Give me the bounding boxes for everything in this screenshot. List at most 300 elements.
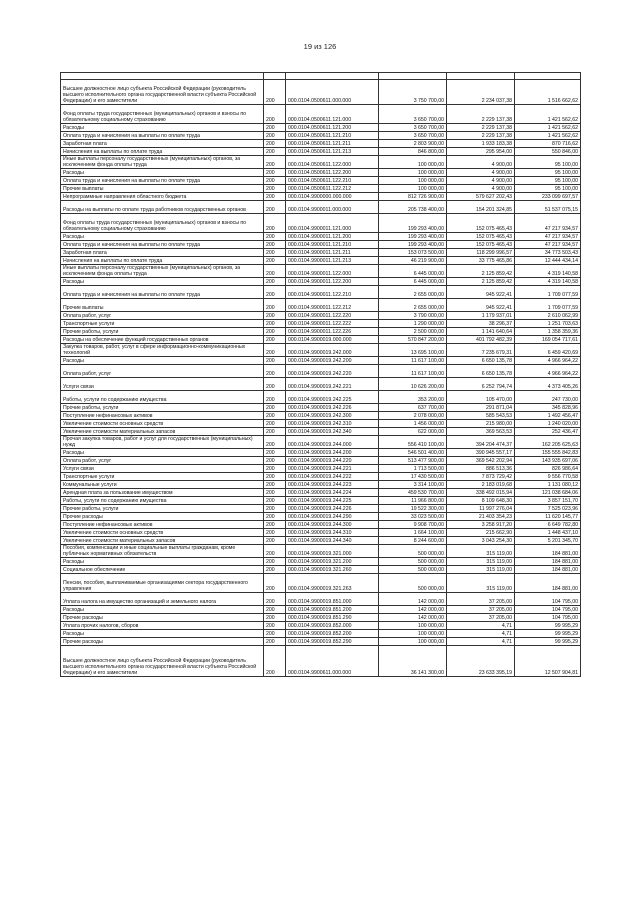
row-remaining-amount-cell: 95 100,00	[515, 169, 581, 177]
row-classification-code-cell: 000.0104.9900019.244.223	[286, 481, 379, 489]
row-remaining-amount-cell: 5 201 345,70	[515, 537, 581, 545]
row-remaining-amount-cell: 550 846,00	[515, 148, 581, 156]
row-name-cell: Высшее должностное лицо субъекта Российской Федерации (руководитель высшего исполнительного органа государственной власти субъекта Российской Федерации) и его заместители	[61, 80, 264, 105]
row-name-cell: Иные выплаты персоналу государственных (муниципальных) органов, за исключением фонда оплаты труда	[61, 156, 264, 169]
row-approved-amount-cell: 513 477 900,00	[379, 457, 447, 465]
row-remaining-amount-cell: 95 100,00	[515, 156, 581, 169]
row-classification-code-cell: 000.0104.9900019.244.222	[286, 473, 379, 481]
row-name-cell: Прочие расходы	[61, 614, 264, 622]
row-executed-amount-cell: 886 513,36	[447, 465, 515, 473]
table-row	[61, 265, 581, 278]
row-name-cell: Расходы	[61, 169, 264, 177]
row-remaining-amount-cell: 34 773 503,43	[515, 249, 581, 257]
row-group-code-cell: 200	[264, 473, 286, 481]
row-classification-code-cell: 000.0104.9900011.122.226	[286, 328, 379, 336]
row-remaining-amount-cell: 184 881,00	[515, 545, 581, 558]
row-classification-code-cell: 000.0104.9900019.242.000	[286, 344, 379, 357]
row-classification-code-cell: 000.0104.9900019.244.220	[286, 457, 379, 465]
row-classification-code-cell: 000.0104.9900011.122.212	[286, 299, 379, 312]
row-executed-amount-cell: 579 627 202,43	[447, 193, 515, 201]
row-name-cell: Пенсии, пособия, выплачиваемые организациями сектора государственного управления	[61, 574, 264, 593]
row-name-cell: Фонд оплаты труда государственных (муниципальных) органов и взносы по обязательному социальному страхованию	[61, 214, 264, 233]
row-approved-amount-cell: 3 650 700,00	[379, 105, 447, 124]
table-row	[61, 630, 581, 638]
row-remaining-amount-cell: 104 795,00	[515, 593, 581, 606]
row-executed-amount-cell: 295 954,00	[447, 148, 515, 156]
row-remaining-amount-cell: 252 436,47	[515, 428, 581, 436]
row-approved-amount-cell: 812 726 900,00	[379, 193, 447, 201]
row-remaining-amount-cell: 1 492 456,47	[515, 412, 581, 420]
row-classification-code-cell: 000.0104.9900019.242.300	[286, 412, 379, 420]
row-executed-amount-cell: 38 296,37	[447, 320, 515, 328]
row-group-code-cell: 200	[264, 404, 286, 412]
row-group-code-cell: 200	[264, 513, 286, 521]
row-executed-amount-cell: 2 183 019,68	[447, 481, 515, 489]
row-remaining-amount-cell: 1 240 020,00	[515, 420, 581, 428]
table-row	[61, 537, 581, 545]
row-approved-amount-cell: 199 293 400,00	[379, 233, 447, 241]
row-approved-amount-cell: 142 000,00	[379, 614, 447, 622]
table-row	[61, 241, 581, 249]
row-name-cell: Расходы	[61, 630, 264, 638]
row-remaining-amount-cell: 6 649 782,80	[515, 521, 581, 529]
row-name-cell: Работы, услуги по содержанию имущества	[61, 391, 264, 404]
row-group-code-cell: 200	[264, 320, 286, 328]
row-group-code-cell: 200	[264, 646, 286, 677]
row-name-cell: Арендная плата за пользование имуществом	[61, 489, 264, 497]
table-row	[61, 177, 581, 185]
row-executed-amount-cell: 6 650 135,78	[447, 365, 515, 378]
row-approved-amount-cell: 3 314 100,00	[379, 481, 447, 489]
row-approved-amount-cell: 100 000,00	[379, 169, 447, 177]
row-approved-amount-cell: 19 522 300,00	[379, 505, 447, 513]
row-executed-amount-cell: 7 873 729,42	[447, 473, 515, 481]
row-classification-code-cell: 000.0104.9900611.000.000	[286, 646, 379, 677]
row-remaining-amount-cell: 247 730,00	[515, 391, 581, 404]
row-executed-amount-cell: 4 900,00	[447, 169, 515, 177]
table-row	[61, 257, 581, 265]
row-group-code-cell: 200	[264, 391, 286, 404]
row-classification-code-cell: 000.0104.0500611.122.200	[286, 169, 379, 177]
row-group-code-cell: 200	[264, 412, 286, 420]
table-row	[61, 529, 581, 537]
row-remaining-amount-cell: 9 556 770,58	[515, 473, 581, 481]
row-executed-amount-cell: 401 792 482,39	[447, 336, 515, 344]
row-group-code-cell: 200	[264, 593, 286, 606]
table-row	[61, 420, 581, 428]
table-row	[61, 412, 581, 420]
row-classification-code-cell: 000.0104.9900019.321.260	[286, 566, 379, 574]
row-executed-amount-cell: 37 205,00	[447, 606, 515, 614]
row-executed-amount-cell: 4 900,00	[447, 185, 515, 193]
row-classification-code-cell: 000.0104.9900019.242.200	[286, 357, 379, 365]
row-executed-amount-cell: 369 542 202,94	[447, 457, 515, 465]
row-classification-code-cell: 000.0104.9900011.121.000	[286, 214, 379, 233]
row-classification-code-cell: 000.0104.9900011.121.213	[286, 257, 379, 265]
row-group-code-cell: 200	[264, 241, 286, 249]
row-executed-amount-cell: 2 125 859,42	[447, 265, 515, 278]
row-group-code-cell: 200	[264, 545, 286, 558]
row-approved-amount-cell: 11 617 100,00	[379, 365, 447, 378]
row-classification-code-cell: 000.0104.9900019.244.300	[286, 521, 379, 529]
row-executed-amount-cell: 1 933 183,38	[447, 140, 515, 148]
row-remaining-amount-cell: 99 995,29	[515, 638, 581, 646]
row-executed-amount-cell: 37 205,00	[447, 593, 515, 606]
row-name-cell: Прочие расходы	[61, 638, 264, 646]
row-name-cell: Расходы	[61, 449, 264, 457]
row-executed-amount-cell: 4,71	[447, 622, 515, 630]
row-classification-code-cell: 000.0104.0500611.121.000	[286, 105, 379, 124]
budget-report-table	[60, 72, 581, 677]
table-row	[61, 124, 581, 132]
row-remaining-amount-cell: 99 995,29	[515, 630, 581, 638]
row-group-code-cell: 200	[264, 436, 286, 449]
row-group-code-cell: 200	[264, 249, 286, 257]
row-approved-amount-cell: 2 655 000,00	[379, 286, 447, 299]
row-approved-amount-cell: 500 000,00	[379, 574, 447, 593]
row-executed-amount-cell	[447, 73, 515, 80]
row-classification-code-cell: 000.0104.9900019.851.290	[286, 614, 379, 622]
table-row	[61, 497, 581, 505]
row-name-cell: Прочие выплаты	[61, 299, 264, 312]
row-approved-amount-cell: 1 664 100,00	[379, 529, 447, 537]
row-executed-amount-cell: 6 650 135,78	[447, 357, 515, 365]
row-classification-code-cell: 000.0104.0500611.121.210	[286, 132, 379, 140]
row-approved-amount-cell: 100 000,00	[379, 638, 447, 646]
row-remaining-amount-cell	[515, 73, 581, 80]
row-approved-amount-cell: 500 000,00	[379, 566, 447, 574]
row-classification-code-cell: 000.0104.0500611.122.000	[286, 156, 379, 169]
row-executed-amount-cell: 6 252 794,74	[447, 378, 515, 391]
row-name-cell: Закупка товаров, работ, услуг в сфере информационно-коммуникационных технологий	[61, 344, 264, 357]
row-approved-amount-cell: 142 000,00	[379, 606, 447, 614]
table-row	[61, 622, 581, 630]
row-name-cell: Расходы	[61, 606, 264, 614]
row-name-cell: Увеличение стоимости основных средств	[61, 420, 264, 428]
row-classification-code-cell: 000.0104.9900019.321.000	[286, 545, 379, 558]
row-remaining-amount-cell: 1 709 077,59	[515, 299, 581, 312]
row-name-cell: Оплата работ, услуг	[61, 457, 264, 465]
row-classification-code-cell: 000.0104.9900011.121.210	[286, 241, 379, 249]
row-classification-code-cell: 000.0104.9900019.244.340	[286, 537, 379, 545]
row-executed-amount-cell: 2 229 137,38	[447, 124, 515, 132]
row-approved-amount-cell: 637 700,00	[379, 404, 447, 412]
table-row	[61, 233, 581, 241]
row-approved-amount-cell: 3 790 000,00	[379, 312, 447, 320]
table-row	[61, 614, 581, 622]
row-remaining-amount-cell: 1 251 703,63	[515, 320, 581, 328]
row-remaining-amount-cell: 1 421 562,62	[515, 105, 581, 124]
row-group-code-cell: 200	[264, 278, 286, 286]
row-classification-code-cell: 000.0104.9900011.122.222	[286, 320, 379, 328]
row-approved-amount-cell: 500 000,00	[379, 545, 447, 558]
row-remaining-amount-cell: 47 217 934,57	[515, 214, 581, 233]
row-name-cell: Оплата работ, услуг	[61, 365, 264, 378]
row-classification-code-cell: 000.0104.9900019.852.290	[286, 638, 379, 646]
row-classification-code-cell: 000.0104.0500611.122.212	[286, 185, 379, 193]
row-remaining-amount-cell: 99 995,29	[515, 622, 581, 630]
table-body	[61, 73, 581, 677]
table-row	[61, 312, 581, 320]
table-row	[61, 278, 581, 286]
row-group-code-cell: 200	[264, 622, 286, 630]
table-row	[61, 357, 581, 365]
row-classification-code-cell: 000.0104.9900019.242.220	[286, 365, 379, 378]
row-remaining-amount-cell: 3 857 151,70	[515, 497, 581, 505]
table-row	[61, 593, 581, 606]
row-classification-code-cell	[286, 73, 379, 80]
row-name-cell: Прочие работы, услуги	[61, 505, 264, 513]
table-row	[61, 365, 581, 378]
table-row	[61, 148, 581, 156]
row-group-code-cell	[264, 73, 286, 80]
table-row	[61, 545, 581, 558]
row-group-code-cell: 200	[264, 140, 286, 148]
row-group-code-cell: 200	[264, 201, 286, 214]
row-remaining-amount-cell: 1 358 359,36	[515, 328, 581, 336]
row-group-code-cell: 200	[264, 365, 286, 378]
row-group-code-cell: 200	[264, 185, 286, 193]
row-approved-amount-cell: 353 200,00	[379, 391, 447, 404]
row-name-cell: Уплата прочих налогов, сборов	[61, 622, 264, 630]
row-name-cell: Транспортные услуги	[61, 320, 264, 328]
table-row	[61, 140, 581, 148]
row-group-code-cell: 200	[264, 449, 286, 457]
table-row	[61, 299, 581, 312]
row-remaining-amount-cell: 4 966 964,22	[515, 357, 581, 365]
row-group-code-cell: 200	[264, 505, 286, 513]
row-name-cell: Увеличение стоимости основных средств	[61, 529, 264, 537]
row-executed-amount-cell: 37 205,00	[447, 614, 515, 622]
row-group-code-cell: 200	[264, 457, 286, 465]
table-row	[61, 558, 581, 566]
row-classification-code-cell: 000.0104.9900019.244.000	[286, 436, 379, 449]
table-row	[61, 436, 581, 449]
row-classification-code-cell: 000.0104.9900019.851.200	[286, 606, 379, 614]
row-classification-code-cell: 000.0104.0500611.121.211	[286, 140, 379, 148]
row-group-code-cell: 200	[264, 299, 286, 312]
row-group-code-cell: 200	[264, 638, 286, 646]
row-classification-code-cell: 000.0104.9900019.242.221	[286, 378, 379, 391]
row-name-cell: Увеличение стоимости материальных запасов	[61, 428, 264, 436]
row-remaining-amount-cell: 6 459 420,69	[515, 344, 581, 357]
row-classification-code-cell: 000.0104.9900019.242.310	[286, 420, 379, 428]
row-approved-amount-cell: 1 713 500,00	[379, 465, 447, 473]
row-executed-amount-cell: 4,71	[447, 638, 515, 646]
row-remaining-amount-cell: 1 421 562,62	[515, 124, 581, 132]
row-group-code-cell: 200	[264, 233, 286, 241]
row-executed-amount-cell: 3 258 917,20	[447, 521, 515, 529]
row-name-cell: Поступление нефинансовых активов	[61, 521, 264, 529]
row-group-code-cell: 200	[264, 148, 286, 156]
row-approved-amount-cell: 100 000,00	[379, 630, 447, 638]
table-row	[61, 193, 581, 201]
row-remaining-amount-cell: 12 507 904,81	[515, 646, 581, 677]
row-approved-amount-cell: 1 456 000,00	[379, 420, 447, 428]
row-name-cell: Работы, услуги по содержанию имущества	[61, 497, 264, 505]
row-approved-amount-cell: 3 750 700,00	[379, 80, 447, 105]
row-classification-code-cell: 000.0104.9900019.244.200	[286, 449, 379, 457]
row-group-code-cell: 200	[264, 529, 286, 537]
row-approved-amount-cell: 622 000,00	[379, 428, 447, 436]
table-row	[61, 606, 581, 614]
row-remaining-amount-cell: 345 828,96	[515, 404, 581, 412]
table-row	[61, 481, 581, 489]
row-group-code-cell: 200	[264, 336, 286, 344]
row-remaining-amount-cell: 4 966 964,22	[515, 365, 581, 378]
row-remaining-amount-cell: 826 986,64	[515, 465, 581, 473]
table-row	[61, 489, 581, 497]
row-name-cell: Социальное обеспечение	[61, 566, 264, 574]
row-executed-amount-cell: 152 075 465,43	[447, 233, 515, 241]
row-remaining-amount-cell: 51 537 075,15	[515, 201, 581, 214]
row-executed-amount-cell: 315 119,00	[447, 545, 515, 558]
row-approved-amount-cell: 8 244 600,00	[379, 537, 447, 545]
row-group-code-cell: 200	[264, 132, 286, 140]
row-group-code-cell: 200	[264, 537, 286, 545]
row-classification-code-cell: 000.0104.9900019.242.340	[286, 428, 379, 436]
page-number: 19 из 126	[303, 42, 337, 51]
row-name-cell: Поступление нефинансовых активов	[61, 412, 264, 420]
row-approved-amount-cell: 11 966 800,00	[379, 497, 447, 505]
row-name-cell: Заработная плата	[61, 140, 264, 148]
table-row	[61, 320, 581, 328]
row-approved-amount-cell: 9 908 700,00	[379, 521, 447, 529]
row-executed-amount-cell: 369 563,53	[447, 428, 515, 436]
row-approved-amount-cell: 100 000,00	[379, 622, 447, 630]
row-group-code-cell: 200	[264, 357, 286, 365]
row-executed-amount-cell: 390 945 557,17	[447, 449, 515, 457]
row-approved-amount-cell: 3 650 700,00	[379, 124, 447, 132]
row-classification-code-cell: 000.0104.0500611.000.000	[286, 80, 379, 105]
row-group-code-cell: 200	[264, 257, 286, 265]
row-group-code-cell: 200	[264, 328, 286, 336]
row-classification-code-cell: 000.0104.9900011.122.200	[286, 278, 379, 286]
table-row	[61, 105, 581, 124]
row-approved-amount-cell: 2 655 000,00	[379, 299, 447, 312]
row-group-code-cell: 200	[264, 606, 286, 614]
row-approved-amount-cell: 2 078 000,00	[379, 412, 447, 420]
row-executed-amount-cell: 11 997 276,04	[447, 505, 515, 513]
row-remaining-amount-cell: 233 099 697,57	[515, 193, 581, 201]
row-approved-amount-cell: 6 445 000,00	[379, 278, 447, 286]
row-classification-code-cell: 000.0104.9900019.852.000	[286, 622, 379, 630]
row-group-code-cell: 200	[264, 489, 286, 497]
row-approved-amount-cell: 17 430 500,00	[379, 473, 447, 481]
row-group-code-cell: 200	[264, 465, 286, 473]
table-row	[61, 328, 581, 336]
row-name-cell: Расходы на выплаты по оплате труда работников государственных органов	[61, 201, 264, 214]
row-approved-amount-cell: 142 000,00	[379, 593, 447, 606]
table-row	[61, 344, 581, 357]
row-name-cell: Оплата работ, услуг	[61, 312, 264, 320]
row-classification-code-cell: 000.0104.9900011.122.210	[286, 286, 379, 299]
row-classification-code-cell: 000.0104.9900019.851.000	[286, 593, 379, 606]
row-group-code-cell: 200	[264, 497, 286, 505]
table-row	[61, 404, 581, 412]
row-name-cell: Фонд оплаты труда государственных (муниципальных) органов и взносы по обязательному социальному страхованию	[61, 105, 264, 124]
row-executed-amount-cell: 154 201 324,85	[447, 201, 515, 214]
row-classification-code-cell: 000.0104.9900011.121.200	[286, 233, 379, 241]
table-row	[61, 391, 581, 404]
row-group-code-cell: 200	[264, 265, 286, 278]
row-name-cell: Транспортные услуги	[61, 473, 264, 481]
row-classification-code-cell: 000.0104.9900019.244.310	[286, 529, 379, 537]
table-row	[61, 566, 581, 574]
row-approved-amount-cell: 199 293 400,00	[379, 214, 447, 233]
row-remaining-amount-cell: 95 100,00	[515, 177, 581, 185]
row-executed-amount-cell: 315 119,00	[447, 574, 515, 593]
row-classification-code-cell: 000.0104.9900011.000.000	[286, 201, 379, 214]
row-executed-amount-cell: 4 900,00	[447, 177, 515, 185]
row-approved-amount-cell: 3 650 700,00	[379, 132, 447, 140]
row-executed-amount-cell: 2 125 859,42	[447, 278, 515, 286]
row-executed-amount-cell: 118 299 996,57	[447, 249, 515, 257]
table-row	[61, 638, 581, 646]
row-classification-code-cell: 000.0104.0500611.122.210	[286, 177, 379, 185]
row-name-cell: Услуги связи	[61, 378, 264, 391]
row-executed-amount-cell: 215 662,90	[447, 529, 515, 537]
row-remaining-amount-cell: 2 610 062,99	[515, 312, 581, 320]
row-executed-amount-cell: 315 119,00	[447, 558, 515, 566]
row-executed-amount-cell: 2 234 037,38	[447, 80, 515, 105]
row-remaining-amount-cell: 1 421 562,62	[515, 132, 581, 140]
row-remaining-amount-cell: 169 054 717,61	[515, 336, 581, 344]
table-row	[61, 646, 581, 677]
row-executed-amount-cell: 21 403 354,23	[447, 513, 515, 521]
row-classification-code-cell: 000.0104.9900019.244.224	[286, 489, 379, 497]
table-row	[61, 185, 581, 193]
row-executed-amount-cell: 105 470,00	[447, 391, 515, 404]
row-remaining-amount-cell: 104 795,00	[515, 614, 581, 622]
row-name-cell: Прочие выплаты	[61, 185, 264, 193]
table-row	[61, 428, 581, 436]
row-name-cell: Расходы	[61, 278, 264, 286]
row-name-cell	[61, 73, 264, 80]
row-executed-amount-cell: 4,71	[447, 630, 515, 638]
row-approved-amount-cell: 11 617 100,00	[379, 357, 447, 365]
row-remaining-amount-cell: 4 319 140,58	[515, 278, 581, 286]
row-group-code-cell: 200	[264, 156, 286, 169]
table-row	[61, 473, 581, 481]
row-approved-amount-cell: 100 000,00	[379, 185, 447, 193]
table-row	[61, 249, 581, 257]
row-name-cell: Услуги связи	[61, 465, 264, 473]
row-classification-code-cell: 000.0104.9900019.244.221	[286, 465, 379, 473]
table-row	[61, 521, 581, 529]
row-remaining-amount-cell: 4 319 140,58	[515, 265, 581, 278]
row-approved-amount-cell: 459 530 700,00	[379, 489, 447, 497]
row-name-cell: Иные выплаты персоналу государственных (муниципальных) органов, за исключением фонда оплаты труда	[61, 265, 264, 278]
row-group-code-cell: 200	[264, 105, 286, 124]
row-name-cell: Прочая закупка товаров, работ и услуг для государственных (муниципальных) нужд	[61, 436, 264, 449]
row-group-code-cell: 200	[264, 214, 286, 233]
row-approved-amount-cell: 33 023 500,00	[379, 513, 447, 521]
row-remaining-amount-cell: 47 217 934,57	[515, 233, 581, 241]
row-classification-code-cell: 000.0104.9900019.000.000	[286, 336, 379, 344]
row-group-code-cell: 200	[264, 420, 286, 428]
row-classification-code-cell: 000.0104.9900000.000.000	[286, 193, 379, 201]
row-executed-amount-cell: 152 075 465,43	[447, 214, 515, 233]
row-classification-code-cell: 000.0104.9900019.244.225	[286, 497, 379, 505]
row-executed-amount-cell: 4 900,00	[447, 156, 515, 169]
row-name-cell: Прочие работы, услуги	[61, 328, 264, 336]
row-approved-amount-cell: 570 847 200,00	[379, 336, 447, 344]
row-group-code-cell: 200	[264, 378, 286, 391]
row-name-cell: Коммунальные услуги	[61, 481, 264, 489]
table-row	[61, 505, 581, 513]
table-row	[61, 80, 581, 105]
